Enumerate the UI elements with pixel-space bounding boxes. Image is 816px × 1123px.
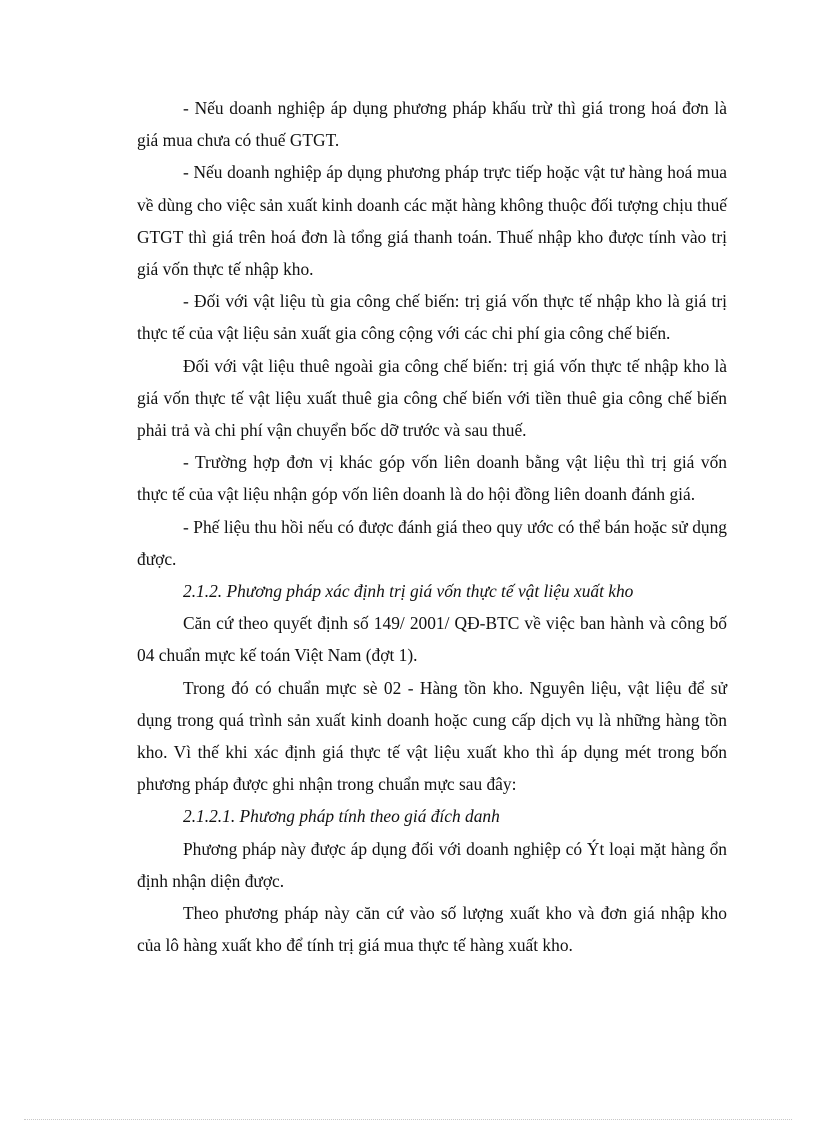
section-heading-2-1-2: 2.1.2. Phương pháp xác định trị giá vốn thực tế vật liệu xuất kho bbox=[183, 581, 634, 602]
section-heading-2-1-2-1: 2.1.2.1. Phương pháp tính theo giá đích danh bbox=[183, 806, 500, 827]
paragraph-direct-method: - Nếu doanh nghiệp áp dụng phương pháp trực tiếp hoặc vật tư hàng hoá mua về dùng cho việc sản xuất kinh doanh các mặt hàng không thuộc đối tượng chịu thuế GTGT thì giá trên hoá đơn là tổng giá thanh toán. Thuế nhập kho được tính vào trị giá vốn thực tế nhập kho. bbox=[137, 162, 727, 280]
paragraph-specific-identification: Phương pháp này được áp dụng đối với doanh nghiệp có Ýt loại mặt hàng ổn định nhận diện được. bbox=[137, 838, 727, 891]
paragraph-capital-contribution: - Trường hợp đơn vị khác góp vốn liên doanh bằng vật liệu thì trị giá vốn thực tế của vật liệu nhận góp vốn liên doanh là do hội đồng liên doanh đánh giá. bbox=[137, 452, 727, 505]
paragraph-deduction-method: - Nếu doanh nghiệp áp dụng phương pháp khấu trừ thì giá trong hoá đơn là giá mua chưa có thuế GTGT. bbox=[137, 98, 727, 151]
page-bottom-divider bbox=[24, 1119, 792, 1120]
paragraph-outsourced-processing: Đối với vật liệu thuê ngoài gia công chế biến: trị giá vốn thực tế nhập kho là giá vốn thực tế vật liệu xuất thuê gia công chế biến với tiền thuê gia công chế biến phải trả và chi phí vận chuyển bốc dỡ trước và sau thuế. bbox=[137, 355, 727, 441]
paragraph-decision-149: Căn cứ theo quyết định số 149/ 2001/ QĐ-BTC về việc ban hành và công bố 04 chuẩn mực kế toán Việt Nam (đợt 1). bbox=[137, 613, 727, 666]
paragraph-standard-02: Trong đó có chuẩn mực sè 02 - Hàng tồn kho. Nguyên liệu, vật liệu để sử dụng trong quá trình sản xuất kinh doanh hoặc cung cấp dịch vụ là những hàng tồn kho. Vì thế khi xác định giá thực tế vật liệu xuất kho thì áp dụng mét trong bốn phương pháp được ghi nhận trong chuẩn mực sau đây: bbox=[137, 677, 727, 795]
document-page bbox=[137, 92, 727, 961]
paragraph-self-processing: - Đối với vật liệu tù gia công chế biến: trị giá vốn thực tế nhập kho là giá trị thực tế của vật liệu sản xuất gia công cộng với các chi phí gia công chế biến. bbox=[137, 291, 727, 344]
paragraph-scrap-recovery: - Phế liệu thu hồi nếu có được đánh giá theo quy ước có thể bán hoặc sử dụng được. bbox=[137, 516, 727, 569]
paragraph-calculation-basis: Theo phương pháp này căn cứ vào số lượng xuất kho và đơn giá nhập kho của lô hàng xuất kho để tính trị giá mua thực tế hàng xuất kho. bbox=[137, 903, 727, 956]
